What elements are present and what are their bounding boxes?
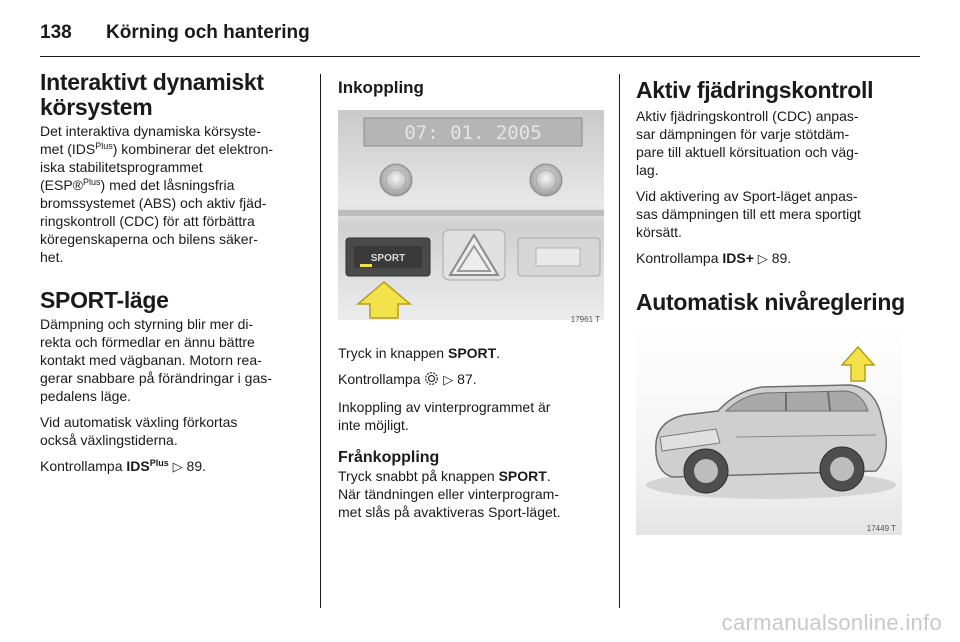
heading-disengage: Frånkoppling (338, 449, 440, 466)
figure-code: 17961 T (570, 315, 600, 324)
paragraph-press-sport: Tryck in knappen SPORT. (338, 345, 501, 361)
column-2 (338, 70, 606, 521)
page-number: 138 (40, 22, 72, 43)
figure-sport-button (338, 110, 604, 324)
paragraph-sport-mode: Dämpning och styrning blir mer di- rekta och förmedlar en ännu bättre kontakt med vägbanan. Motorn rea- gerar snabbare på förändringar i gas- pedalens läge. (40, 316, 272, 404)
paragraph-winter: Inkoppling av vinterprogrammet är inte möjligt. (338, 399, 551, 433)
page-header (40, 14, 920, 50)
page-ref-arrow-icon: ▷ (757, 251, 768, 266)
heading-ids: Interaktivt dynamiskt körsystem (40, 69, 264, 120)
page-ref-arrow-icon: ▷ (172, 459, 183, 474)
column-1 (40, 70, 308, 476)
column-divider-1 (320, 74, 321, 608)
figure-car-level (636, 325, 902, 535)
column-divider-2 (619, 74, 620, 608)
gear-lamp-icon (424, 371, 439, 390)
car-illustration (636, 325, 902, 535)
page-ref-arrow-icon: ▷ (443, 372, 454, 387)
dashboard-illustration (338, 110, 604, 320)
paragraph-cdc-sport: Vid aktivering av Sport-läget anpas- sas dämpningen till ett mera sportigt körsätt. (636, 188, 861, 240)
header-divider (40, 56, 920, 57)
paragraph-disengage: Tryck snabbt på knappen SPORT. När tändningen eller vinterprogram- met slås på avaktiveras Sport-läget. (338, 468, 561, 520)
watermark: carmanualsonline.info (721, 610, 942, 635)
section-title: Körning och hantering (106, 22, 310, 43)
heading-cdc: Aktiv fjädringskontroll (636, 77, 874, 103)
sport-button-label: SPORT (370, 253, 406, 264)
figure-code: 17449 T (866, 524, 896, 533)
paragraph-auto-shift: Vid automatisk växling förkortas också växlingstiderna. (40, 414, 238, 448)
heading-level-control: Automatisk nivåreglering (636, 289, 905, 315)
heading-engage: Inkoppling (338, 78, 424, 97)
lamp-reference-sport: Kontrollampa ▷ 87. (338, 370, 606, 390)
column-3 (636, 70, 906, 535)
heading-sport-mode: SPORT-läge (40, 287, 169, 313)
lamp-reference-ids: Kontrollampa $IDS^{Plus}$ ▷ 89. (40, 458, 206, 474)
lamp-reference-ids-plus: Kontrollampa IDS+ ▷ 89. (636, 250, 792, 266)
paragraph-ids: Det interaktiva dynamiska körsyste- met $(IDS^{Plus})$ kombinerar det elektron- iska stabilitetsprogrammet (ESP®$^{Plus}$) med det låsningsfria bromssystemet (ABS) och aktiv fjäd- ringskontroll (CDC) för att förbättra köregenskaperna och bilens säker- het. (40, 123, 274, 265)
paragraph-cdc: Aktiv fjädringskontroll (CDC) anpas- sar dämpningen för varje stötdäm- pare till aktuell körsituation och väg- lag. (636, 108, 859, 178)
clock-display-text: 07: 01. 2005 (404, 122, 542, 144)
